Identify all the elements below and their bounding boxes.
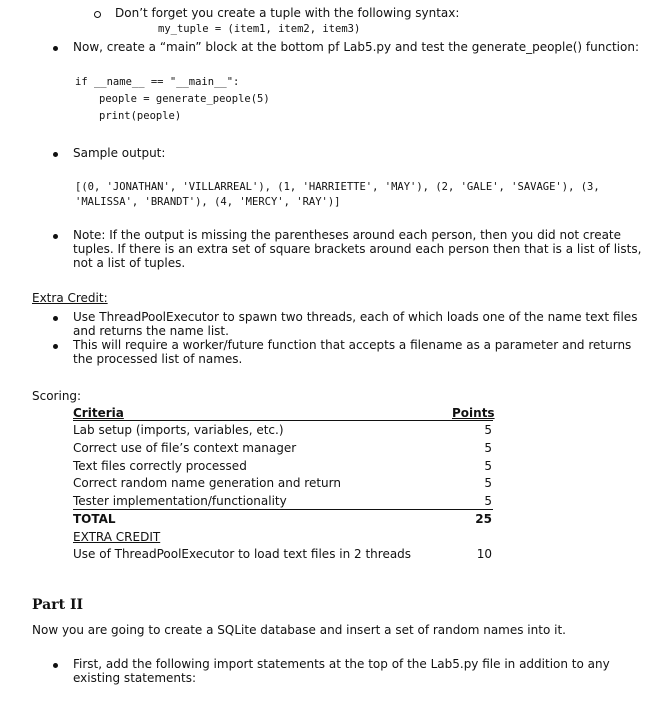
total-rule (73, 509, 493, 510)
points-row-4: 5 (484, 476, 492, 490)
bullet-marker (53, 152, 58, 157)
points-row-5: 5 (484, 494, 492, 508)
sample-output-line-1: [(0, 'JONATHAN', 'VILLARREAL'), (1, 'HARRIETTE', 'MAY'), (2, 'GALE', 'SAVAGE'), (3, (75, 181, 600, 193)
note-line-2: tuples. If there is an extra set of square brackets around each person then that is a list of lists, (73, 242, 642, 256)
points-row-2: 5 (484, 441, 492, 455)
extra-credit-bullet-1-line-2: and returns the name list. (73, 324, 229, 338)
part-2-bullet-line-2: existing statements: (73, 671, 197, 685)
extra-credit-label: EXTRA CREDIT (73, 530, 161, 544)
points-row-3: 5 (484, 459, 492, 473)
criteria-row-4: Correct random name generation and return (73, 476, 341, 490)
part-2-intro: Now you are going to create a SQLite database and insert a set of random names into it. (32, 623, 566, 637)
bullet-marker (53, 316, 58, 321)
bullet-marker (53, 663, 58, 668)
part-2-bullet-line-1: First, add the following import statements at the top of the Lab5.py file in addition to any (73, 657, 610, 671)
code-line-if-main: if __name__ == "__main__": (75, 76, 240, 88)
bullet-marker (53, 234, 58, 239)
part-2-heading: Part II (32, 597, 84, 613)
sub-bullet-marker (94, 11, 101, 18)
note-line-1: Note: If the output is missing the parentheses around each person, then you did not create (73, 228, 622, 242)
bullet-marker (53, 46, 58, 51)
total-points: 25 (475, 512, 492, 526)
extra-credit-points: 10 (476, 547, 492, 561)
extra-credit-heading: Extra Credit: (32, 291, 108, 305)
criteria-row-1: Lab setup (imports, variables, etc.) (73, 423, 284, 437)
main-block-instruction: Now, create a “main” block at the bottom pf Lab5.py and test the generate_people() function: (73, 40, 639, 54)
header-rule (73, 420, 493, 421)
sub-bullet-text: Don’t forget you create a tuple with the following syntax: (115, 6, 460, 20)
sample-output-line-2: 'MALISSA', 'BRANDT'), (4, 'MERCY', 'RAY')] (75, 196, 341, 208)
points-row-1: 5 (484, 423, 492, 437)
criteria-row-3: Text files correctly processed (73, 459, 247, 473)
code-line-generate: people = generate_people(5) (99, 93, 270, 105)
extra-credit-bullet-2-line-2: the processed list of names. (73, 352, 243, 366)
bullet-marker (53, 344, 58, 349)
scoring-label: Scoring: (32, 389, 82, 403)
note-line-3: not a list of tuples. (73, 256, 186, 270)
extra-credit-bullet-1-line-1: Use ThreadPoolExecutor to spawn two threads, each of which loads one of the name text files (73, 310, 638, 324)
code-line-print: print(people) (99, 110, 182, 122)
points-header: Points (452, 406, 495, 420)
sample-output-label: Sample output: (73, 146, 166, 160)
tuple-syntax-code: my_tuple = (item1, item2, item3) (158, 23, 361, 35)
extra-credit-bullet-2-line-1: This will require a worker/future function that accepts a filename as a parameter and returns (73, 338, 632, 352)
criteria-row-5: Tester implementation/functionality (73, 494, 287, 508)
criteria-row-2: Correct use of file’s context manager (73, 441, 297, 455)
total-label: TOTAL (73, 512, 116, 526)
extra-credit-criteria: Use of ThreadPoolExecutor to load text files in 2 threads (73, 547, 412, 561)
criteria-header: Criteria (73, 406, 124, 420)
